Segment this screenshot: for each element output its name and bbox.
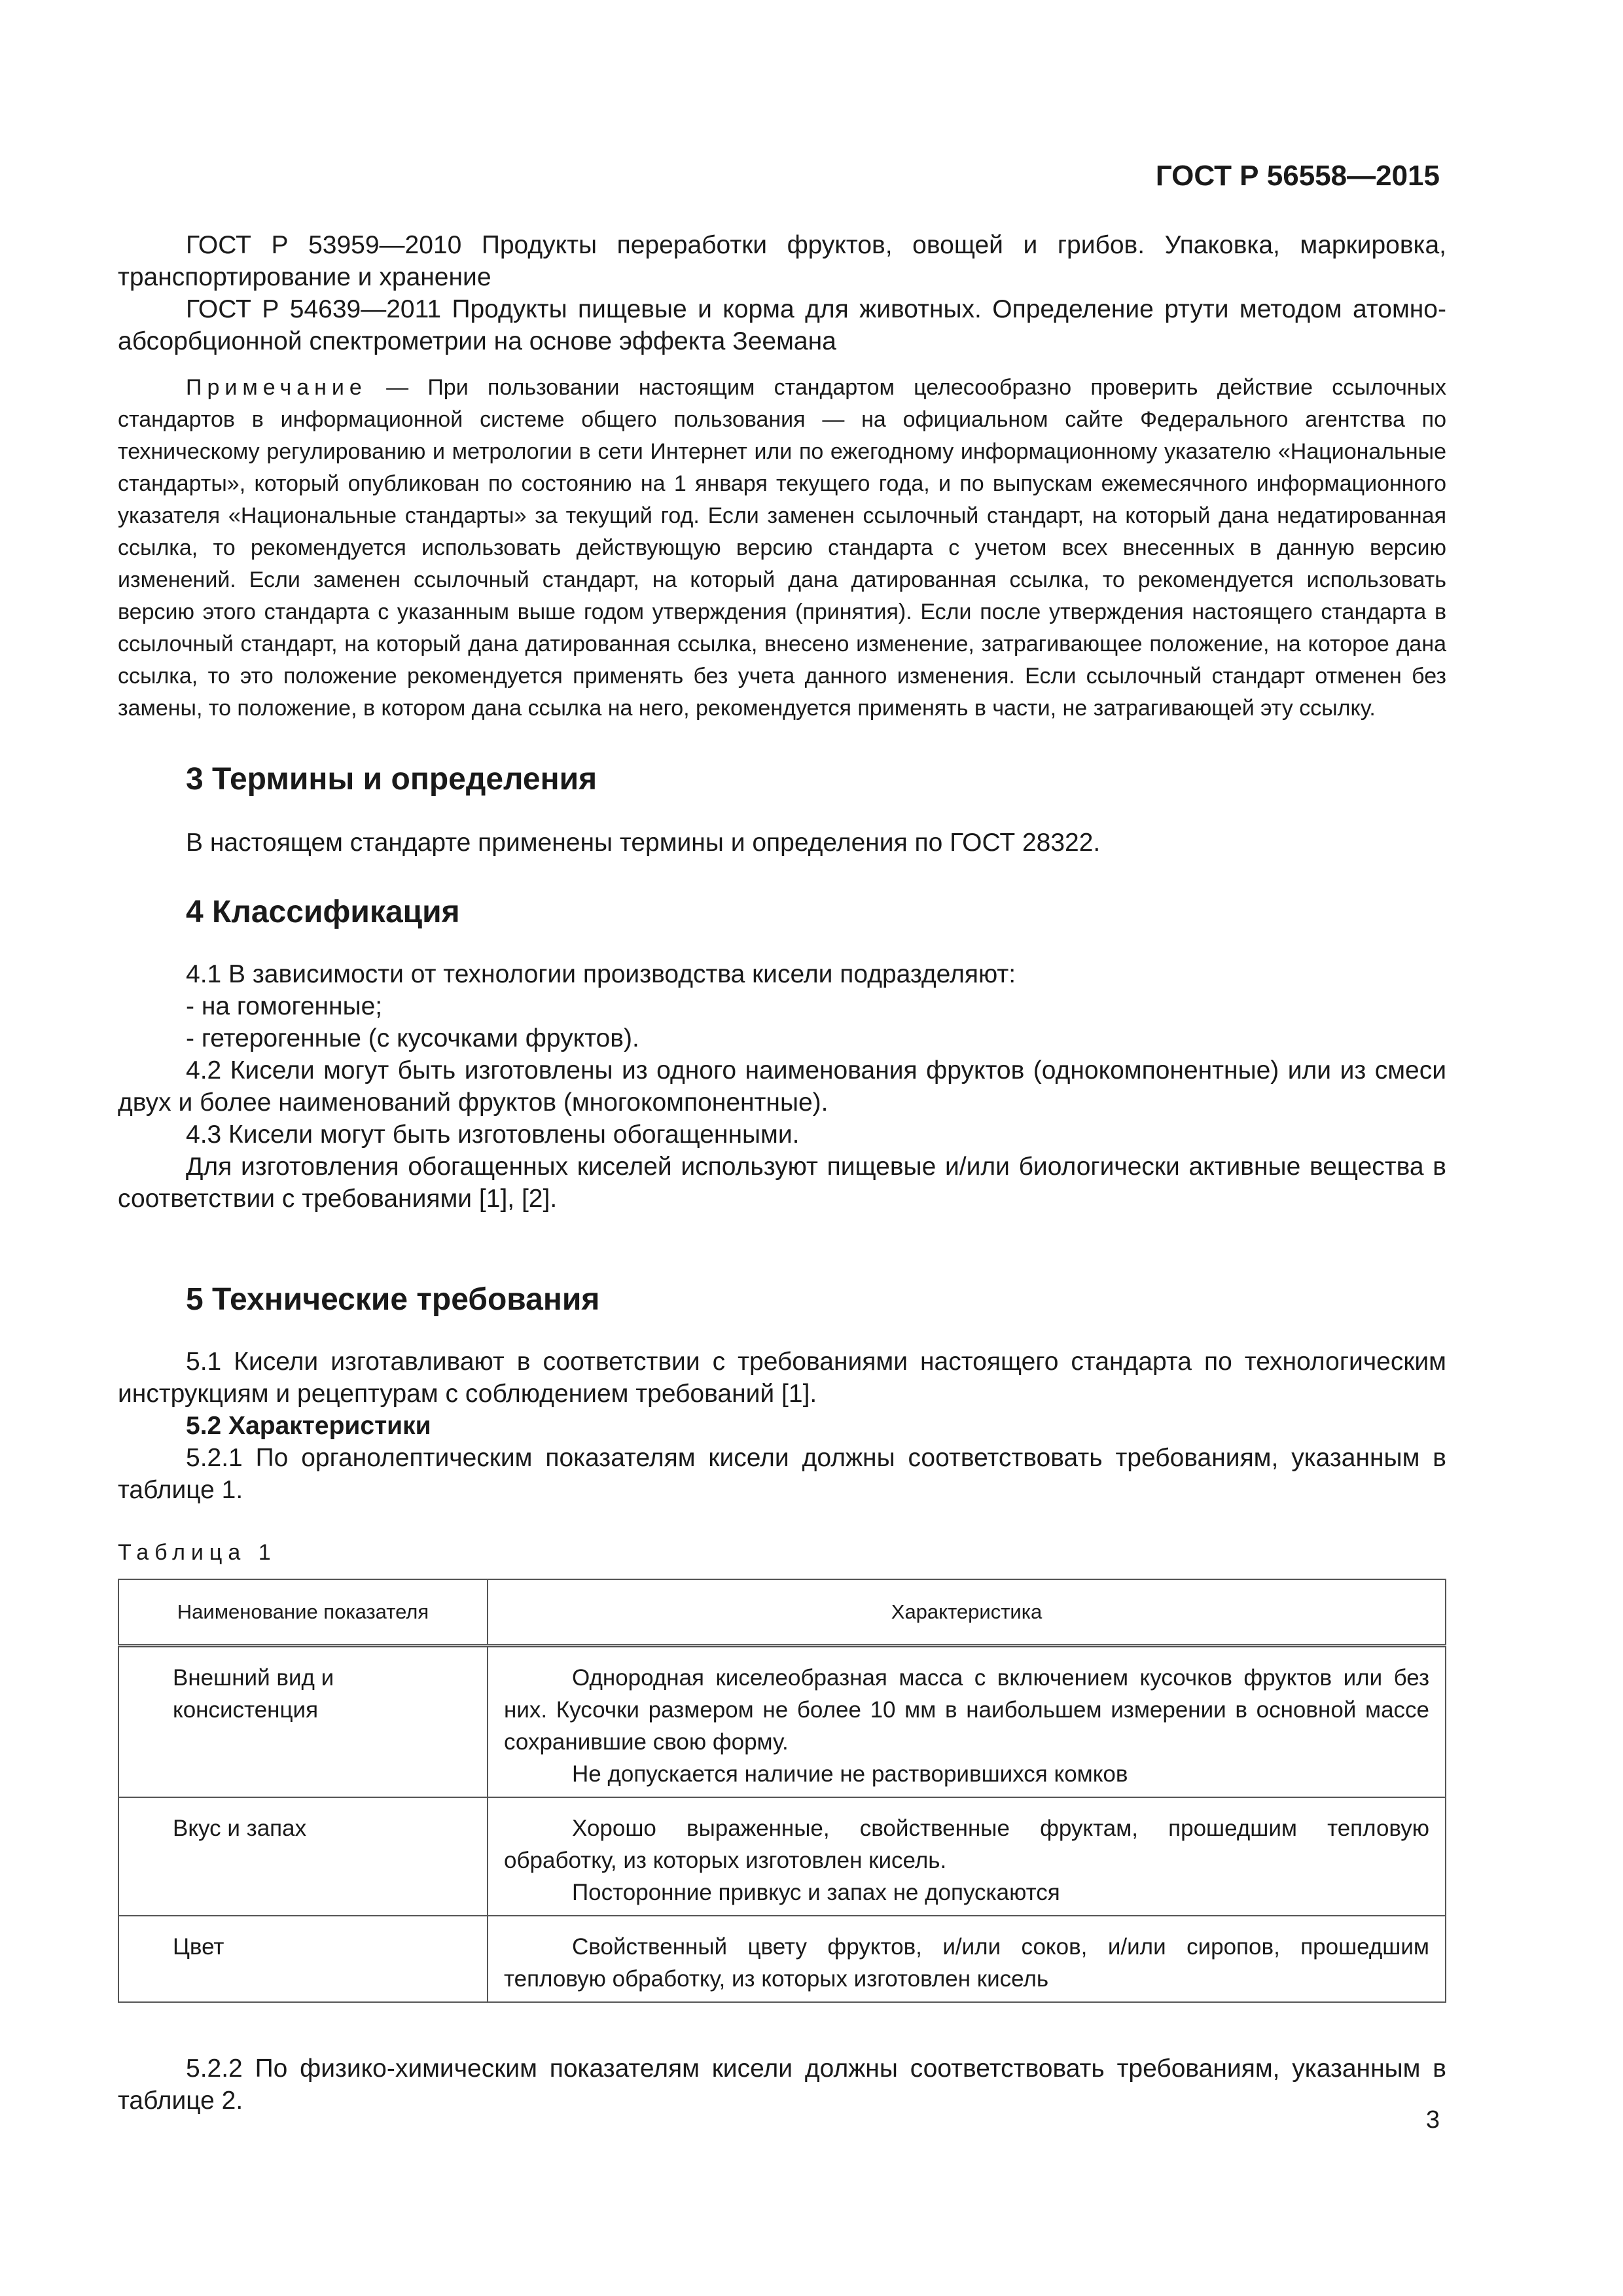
list-item: - гетерогенные (с кусочками фруктов).: [186, 1024, 639, 1052]
clause-4-2: 4.2 Кисели могут быть изготовлены из одного наименования фруктов (однокомпонентные) или из смеси двух и более наименований фруктов (многокомпонентные).: [118, 1056, 1446, 1117]
characteristic-line: Хорошо выраженные, свойственные фруктам, прошедшим тепловую обработку, из которых изготовлен кисель.: [504, 1816, 1429, 1873]
characteristic-line: Однородная киселеобразная масса с включением кусочков фруктов или без них. Кусочки размером не более 10 мм в наибольшем измерении в основной массе сохранившие свою форму.: [504, 1665, 1429, 1755]
clause-5-2-heading: 5.2 Характеристики: [186, 1412, 431, 1440]
list-item: - на гомогенные;: [186, 992, 383, 1020]
section-5-heading: 5 Технические требования: [186, 1282, 600, 1317]
characteristic-cell: [488, 1646, 1446, 1798]
characteristic-line: Свойственный цвету фруктов, и/или соков, и/или сиропов, прошедшим тепловую обработку, из которых изготовлен кисель: [504, 1934, 1429, 1992]
indicator-cell: Вкус и запах: [118, 1797, 488, 1916]
characteristic-cell: [488, 1797, 1446, 1916]
clause-5-2-1: 5.2.1 По органолептическим показателям кисели должны соответствовать требованиям, указанным в таблице 1.: [118, 1444, 1446, 1504]
characteristic-line: Не допускается наличие не растворившихся комков: [572, 1761, 1128, 1787]
page-content: [118, 229, 1446, 2117]
table-header-row: [118, 1579, 1446, 1646]
clause-4-3-continuation: Для изготовления обогащенных киселей используют пищевые и/или биологически активные вещества в соответствии с требованиями [1], [2].: [118, 1153, 1446, 1213]
characteristic-line: Посторонние привкус и запах не допускаются: [572, 1880, 1060, 1905]
reference-1: ГОСТ Р 53959—2010 Продукты переработки фруктов, овощей и грибов. Упаковка, маркировка, транспортирование и хранение: [118, 231, 1446, 291]
note-paragraph: [118, 372, 1446, 725]
table-caption: Таблица 1: [118, 1540, 277, 1565]
clause-4-3: 4.3 Кисели могут быть изготовлены обогащенными.: [186, 1121, 800, 1149]
standard-code-header: ГОСТ Р 56558—2015: [1155, 160, 1440, 192]
section-3-text: В настоящем стандарте применены термины и определения по ГОСТ 28322.: [186, 829, 1101, 857]
clause-4-1: 4.1 В зависимости от технологии производства кисели подразделяют:: [186, 960, 1016, 988]
note-label: Примечание: [186, 375, 367, 400]
organoleptic-table: [118, 1579, 1446, 2003]
table-row: [118, 1916, 1446, 2002]
characteristic-cell: [488, 1916, 1446, 2002]
table-row: [118, 1646, 1446, 1798]
column-header-indicator: Наименование показателя: [118, 1579, 488, 1646]
column-header-characteristic: Характеристика: [488, 1579, 1446, 1646]
clause-5-2-2: 5.2.2 По физико-химическим показателям кисели должны соответствовать требованиям, указанным в таблице 2.: [118, 2054, 1446, 2115]
section-4-heading: 4 Классификация: [186, 895, 460, 929]
indicator-cell: Внешний вид и консистенция: [118, 1646, 488, 1798]
clause-5-1: 5.1 Кисели изготавливают в соответствии с требованиями настоящего стандарта по технологическим инструкциям и рецептурам с соблюдением требований [1].: [118, 1348, 1446, 1408]
indicator-cell: Цвет: [118, 1916, 488, 2002]
reference-2: ГОСТ Р 54639—2011 Продукты пищевые и корма для животных. Определение ртути методом атомно-абсорбционной спектрометрии на основе эффекта Зеемана: [118, 295, 1446, 355]
table-row: [118, 1797, 1446, 1916]
section-3-heading: 3 Термины и определения: [186, 762, 597, 797]
page-number: 3: [1425, 2106, 1440, 2134]
note-text: — При пользовании настоящим стандартом целесообразно проверить действие ссылочных стандартов в информационной системе общего пользования — на официальном сайте Федерального агентства по техническому регулированию и метрологии в сети Интернет или по ежегодному информационному указателю «Национальные стандарты», который опубликован по состоянию на 1 января текущего года, и по выпускам ежемесячного информационного указателя «Национальные стандарты» за текущий год. Если заменен ссылочный стандарт, на который дана недатированная ссылка, то рекомендуется использовать действующую версию стандарта с учетом всех внесенных в данную версию изменений. Если заменен ссылочный стандарт, на который дана датированная ссылка, то рекомендуется использовать версию этого стандарта с указанным выше годом утверждения (принятия). Если после утверждения настоящего стандарта в ссылочный стандарт, на который дана датированная ссылка, внесено изменение, затрагивающее положение, на которое дана ссылка, то это положение рекомендуется применять без учета данного изменения. Если ссылочный стандарт отменен без замены, то положение, в котором дана ссылка на него, рекомендуется применять в части, не затрагивающей эту ссылку.: [118, 375, 1446, 721]
